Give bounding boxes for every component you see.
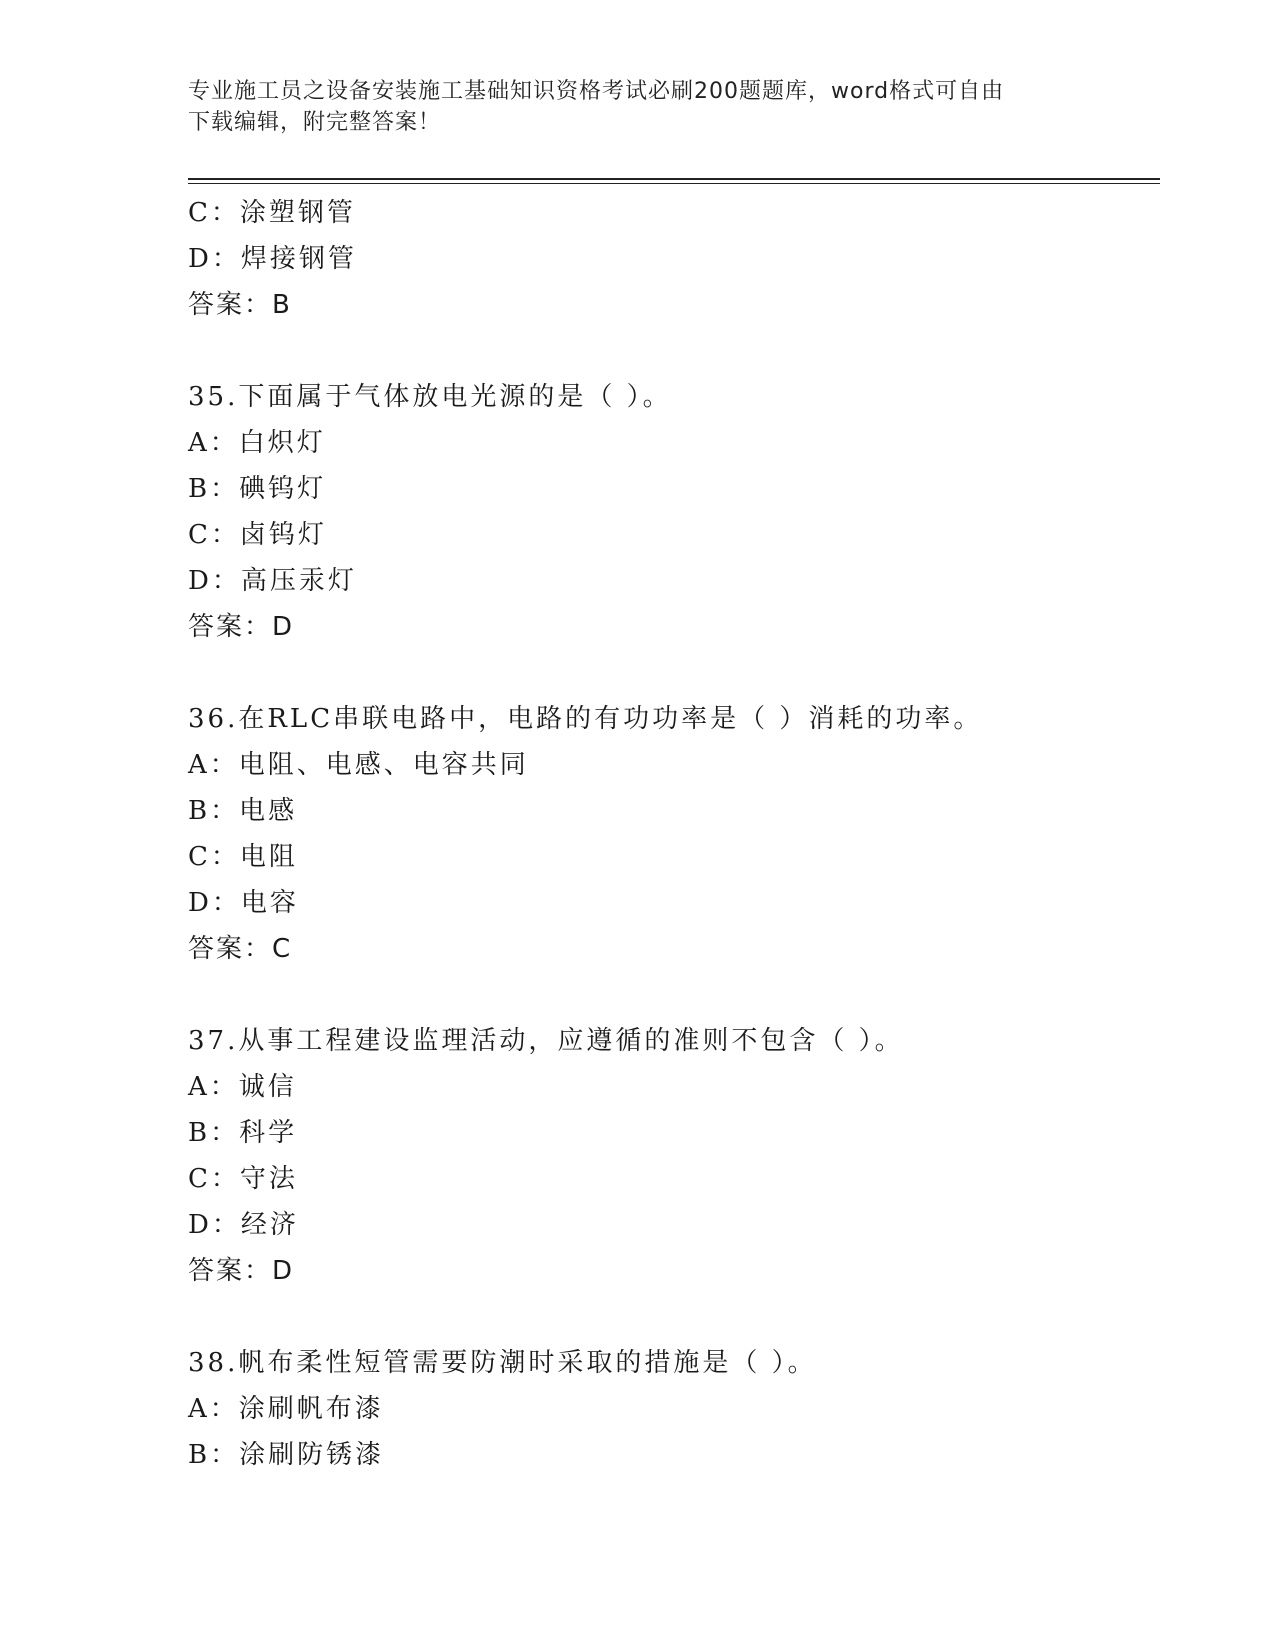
header-line-1: 专业施工员之设备安装施工基础知识资格考试必刷200题题库，word格式可自由 — [188, 79, 1005, 104]
option-d: D：高压汞灯 — [188, 566, 357, 596]
question-spacer — [188, 972, 1160, 1018]
question-spacer — [188, 328, 1160, 374]
answer-line: 答案：D — [188, 612, 295, 642]
option-a: A：电阻、电感、电容共同 — [188, 750, 529, 780]
question-stem: 37.从事工程建设监理活动，应遵循的准则不包含（ ）。 — [188, 1026, 904, 1056]
question-spacer — [188, 1294, 1160, 1340]
header-divider-thick — [188, 178, 1160, 180]
option-b: B：涂刷防锈漆 — [188, 1440, 385, 1470]
answer-line: 答案：B — [188, 290, 292, 320]
header-divider-thin — [188, 183, 1160, 184]
document-body — [188, 190, 1160, 1478]
question-stem: 36.在RLC串联电路中，电路的有功功率是（ ）消耗的功率。 — [188, 704, 983, 734]
answer-line: 答案：D — [188, 1256, 295, 1286]
question-37 — [188, 1018, 1160, 1294]
page-header — [188, 76, 1068, 138]
option-d: D：焊接钢管 — [188, 244, 357, 274]
answer-line: 答案：C — [188, 934, 293, 964]
header-line-2: 下载编辑，附完整答案！ — [188, 110, 442, 135]
option-b: B：电感 — [188, 796, 298, 826]
option-c: C：电阻 — [188, 842, 298, 872]
option-d: D：经济 — [188, 1210, 299, 1240]
option-a: A：诚信 — [188, 1072, 297, 1102]
question-35 — [188, 374, 1160, 650]
option-c: C：涂塑钢管 — [188, 198, 356, 228]
option-d: D：电容 — [188, 888, 299, 918]
option-b: B：科学 — [188, 1118, 298, 1148]
question-38 — [188, 1340, 1160, 1478]
question-stem: 35.下面属于气体放电光源的是（ ）。 — [188, 382, 672, 412]
option-b: B：碘钨灯 — [188, 474, 327, 504]
question-stem: 38.帆布柔性短管需要防潮时采取的措施是（ ）。 — [188, 1348, 817, 1378]
question-36 — [188, 696, 1160, 972]
question-spacer — [188, 650, 1160, 696]
question-continued — [188, 190, 1160, 328]
option-a: A：涂刷帆布漆 — [188, 1394, 384, 1424]
option-a: A：白炽灯 — [188, 428, 326, 458]
option-c: C：卤钨灯 — [188, 520, 327, 550]
option-c: C：守法 — [188, 1164, 298, 1194]
